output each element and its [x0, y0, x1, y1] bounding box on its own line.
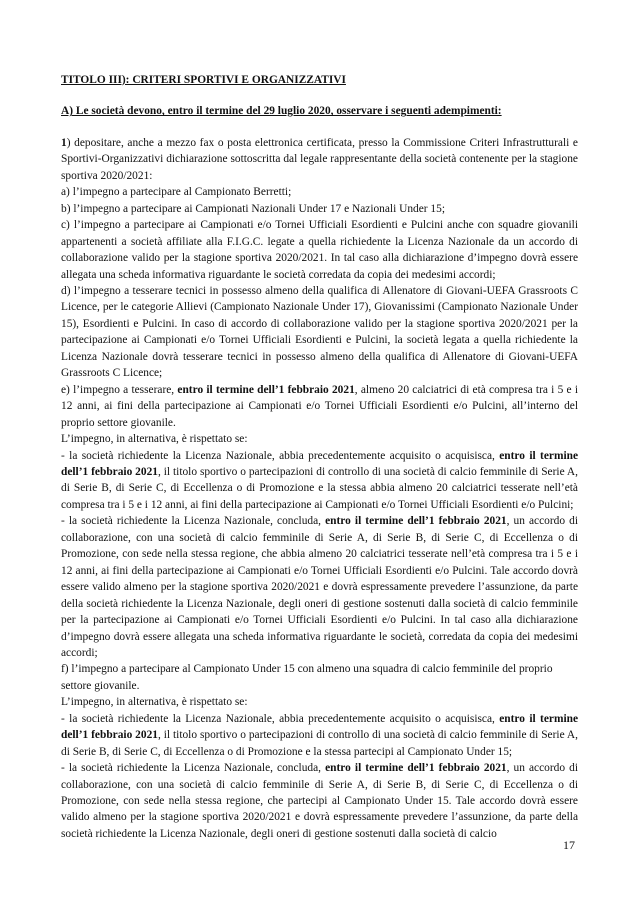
- paragraph: [61, 431, 578, 447]
- section-title: TITOLO III): CRITERI SPORTIVI E ORGANIZZATIVI: [61, 74, 346, 86]
- bold-text: entro il termine dell’1 febbraio 2021: [325, 762, 507, 775]
- paragraph: [61, 283, 578, 382]
- paragraph: [61, 711, 578, 760]
- text-segment: - la società richiedente la Licenza Nazionale, abbia precedentemente acquisito o acquisisca,: [61, 449, 500, 462]
- text-segment: , un accordo di collaborazione, con una società di calcio femminile di Serie A, di Serie B, di Serie C, di Eccellenza o di Promozione, con sede nella stessa regione, che abbia almeno 20 calciatrici tesserate nell’età compresa tra i 5 e i 12 anni, ai fini della partecipazione ai Campionati e/o Tornei Ufficiali Esordienti e/o Pulcini. Tale accordo dovrà essere valido almeno per la stagione sportiva 2020/2021 e dovrà espressamente prevedere l’assunzione, da parte della società richiedente la Licenza Nazionale, degli oneri di gestione sostenuti dalla società di calcio femminile per la partecipazione ai Campionati e/o Tornei Ufficiali Esordienti e/o Pulcini. In tal caso alla dichiarazione d’impegno dovrà essere allegata una scheda informativa riguardante le società, corredata da copia dei medesimi accordi;: [61, 515, 578, 659]
- paragraph: [61, 201, 578, 217]
- text-segment: b) l’impegno a partecipare ai Campionati Nazionali Under 17 e Nazionali Under 15;: [61, 202, 445, 215]
- document-body: [61, 135, 578, 842]
- text-segment: , il titolo sportivo o partecipazioni di controllo di una società di calcio femminile di Serie A, di Serie B, di Serie C, di Eccellenza o di Promozione e la stessa partecipi al Campionato Under 15;: [61, 729, 578, 758]
- paragraph: [61, 382, 578, 431]
- text-segment: e) l’impegno a tesserare,: [61, 383, 178, 396]
- text-segment: - la società richiedente la Licenza Nazionale, concluda,: [61, 762, 326, 775]
- text-segment: , il titolo sportivo o partecipazioni di controllo di una società di calcio femminile di Serie A, di Serie B, di Serie C, di Eccellenza o di Promozione e la stessa abbia almeno 20 calciatrici tesserate nell’età compresa tra i 5 e i 12 anni, ai fini della partecipazione ai Campionati e/o Tornei Ufficiali Esordienti e/o Pulcini;: [61, 465, 578, 511]
- paragraph: [61, 184, 578, 200]
- bold-text: entro il termine dell’1 febbraio 2021: [177, 383, 355, 396]
- text-segment: ) depositare, anche a mezzo fax o posta elettronica certificata, presso la Commissione Criteri Infrastrutturali e Sportivi-Organizzativi dichiarazione sottoscritta dal legale rappresentante della società contenente per la stagione sportiva 2020/2021:: [61, 136, 578, 182]
- text-segment: - la società richiedente la Licenza Nazionale, abbia precedentemente acquisito o acquisisca,: [61, 712, 500, 725]
- document-page: [61, 72, 578, 842]
- section-subtitle: A) Le società devono, entro il termine del 29 luglio 2020, osservare i seguenti adempimenti:: [61, 105, 502, 118]
- paragraph: [61, 135, 578, 184]
- text-segment: , un accordo di collaborazione, con una società di calcio femminile di Serie A, di Serie B, di Serie C, di Eccellenza o di Promozione, con sede nella stessa regione, che partecipi al Campionato Under 15. Tale accordo dovrà essere valido almeno per la stagione sportiva 2020/2021 e dovrà espressamente prevedere l’assunzione, da parte della società richiedente la Licenza Nazionale, degli oneri di gestione sostenuti dalla società di calcio: [61, 762, 578, 840]
- paragraph: [61, 694, 578, 710]
- text-segment: d) l’impegno a tesserare tecnici in possesso almeno della qualifica di Allenatore di Giovani-UEFA Grassroots C Licence, per le categorie Allievi (Campionato Nazionale Under 17), Giovanissimi (Campionato Nazionale Under 15), Esordienti e Pulcini. In caso di accordo di collaborazione valido per la stagione sportiva 2020/2021 per la partecipazione ai Campionati e/o Tornei Ufficiali Esordienti e Pulcini, la società legata a quella richiedente la Licenza Nazionale dovrà tesserare tecnici in possesso almeno della qualifica di Allenatore di Giovani-UEFA Grassroots C Licence;: [61, 284, 578, 380]
- text-segment: , almeno 20 calciatrici di età compresa tra i 5 e i 12 anni, ai fini della partecipazione ai Campionati e/o Tornei Ufficiali Esordienti e/o Pulcini, all’interno del proprio settore giovanile.: [61, 383, 578, 429]
- bold-text: entro il termine dell’1 febbraio 2021: [61, 449, 578, 478]
- page-number: 17: [563, 838, 575, 852]
- bold-text: 1: [61, 136, 67, 149]
- paragraph: [61, 513, 578, 661]
- paragraph: [61, 448, 578, 514]
- text-segment: L’impegno, in alternativa, è rispettato se:: [61, 696, 248, 709]
- text-segment: f) l’impegno a partecipare al Campionato Under 15 con almeno una squadra di calcio femminile del proprio settore giovanile.: [61, 663, 553, 692]
- paragraph: [61, 661, 578, 694]
- paragraph: [61, 760, 578, 842]
- bold-text: entro il termine dell’1 febbraio 2021: [61, 712, 578, 742]
- text-segment: a) l’impegno a partecipare al Campionato Berretti;: [61, 186, 292, 199]
- text-segment: L’impegno, in alternativa, è rispettato se:: [61, 433, 248, 446]
- text-segment: - la società richiedente la Licenza Nazionale, concluda,: [61, 515, 326, 528]
- bold-text: entro il termine dell’1 febbraio 2021: [325, 515, 507, 528]
- text-segment: c) l’impegno a partecipare ai Campionati e/o Tornei Ufficiali Esordienti e Pulcini anche con squadre giovanili appartenenti a società affiliate alla F.I.G.C. legate a quella richiedente la Licenza Nazionale da un accordo di collaborazione valido per la stagione sportiva 2020/2021. In tal caso alla dichiarazione d’impegno dovrà essere allegata una scheda informativa riguardante le società corredata da copia dei medesimi accordi;: [61, 219, 578, 281]
- paragraph: [61, 217, 578, 283]
